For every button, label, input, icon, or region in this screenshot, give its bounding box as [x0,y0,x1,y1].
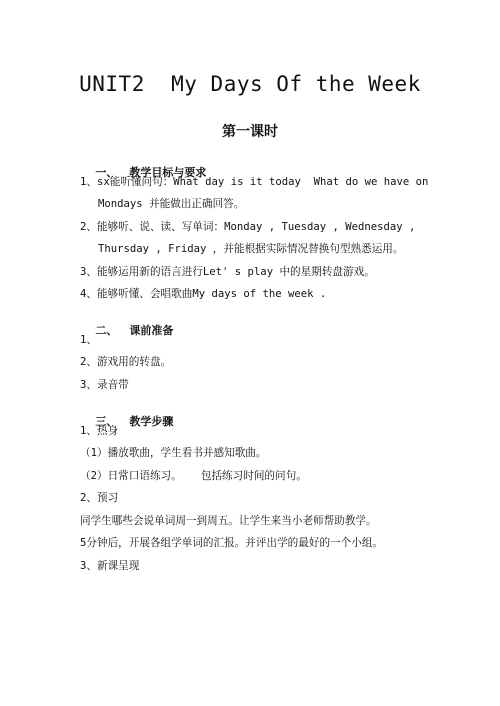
step-item-2-text-1: 同学生哪些会说单词周一到周五。让学生来当小老师帮助教学。 [80,515,377,527]
goal-item-2: 2、能够听、说、读、写单词：Monday , Tuesday , Wednesday , [80,221,416,233]
goal-item-1: 1、sx能听懂问句：What day is it today What do we have on [80,176,429,188]
section-number: 二、 [95,324,118,337]
step-item-1: 1、热身 [80,425,119,437]
section-heading-text: 课前准备 [129,324,174,337]
step-item-2-text-2: 5分钟后，开展各组学单词的汇报。并评出学的最好的一个小组。 [80,537,384,549]
section-number: 一、 [95,166,118,179]
section-heading-text: 教学步骤 [129,415,174,428]
section-heading-text: 教学目标与要求 [129,166,207,179]
step-item-1-1: （1）播放歌曲，学生看书并感知歌曲。 [80,447,267,459]
step-item-3: 3、新课呈现 [80,560,140,572]
prep-item-2: 2、游戏用的转盘。 [80,356,172,368]
step-item-1-2: （2）日常口语练习。 包括练习时间的问句。 [80,470,307,482]
goal-item-3: 3、能够运用新的语言进行Let' s play 中的星期转盘游戏。 [80,266,375,278]
goal-item-1-cont: Mondays 并能做出正确回答。 [98,198,245,210]
prep-item-3: 3、录音带 [80,379,129,391]
goal-item-2-cont: Thursday , Friday ，并能根据实际情况替换句型熟悉运用。 [98,243,404,255]
goal-item-4: 4、能够听懂、会唱歌曲My days of the week . [80,288,327,300]
section-number: 三、 [95,415,118,428]
step-item-2: 2、预习 [80,492,119,504]
document-title: UNIT2 My Days Of the Week [79,72,421,96]
lesson-title: 第一课时 [222,124,278,140]
prep-item-1: 1、 [80,334,97,346]
